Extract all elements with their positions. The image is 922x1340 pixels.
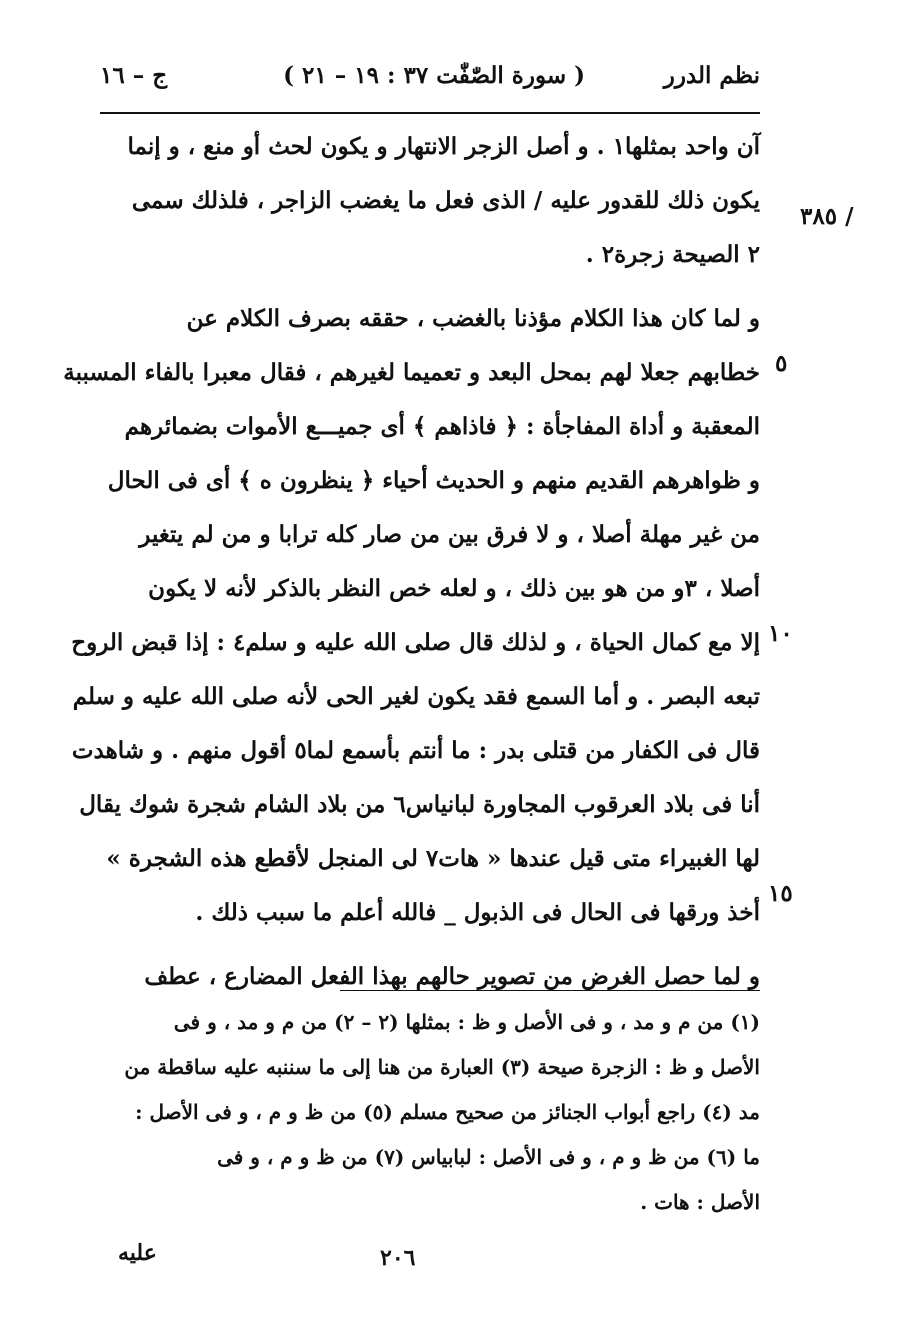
line-number-10: ١٠ [768,620,793,647]
footnote-line: ما (٦) من ظ و م ، و فى الأصل : لبابياس (٧) من ظ و م ، و فى [217,1145,760,1169]
text-line: قال فى الكفار من قتلى بدر : ما أنتم بأسمع لما٥ أقول منهم . و شاهدت [71,737,760,764]
text-line: و لما حصل الغرض من تصوير حالهم بهذا الفعل المضارع ، عطف [144,963,760,990]
footnote-line: (١) من م و مد ، و فى الأصل و ظ : بمثلها (٢ – ٢) من م و مد ، و فى [173,1010,760,1034]
line-number-15: ١٥ [768,880,793,907]
text-line: ٢ الصيحة زجرة٢ . [585,241,760,268]
footnote-line: مد (٤) راجع أبواب الجنائز من صحيح مسلم (٥) من ظ و م ، و فى الأصل : [135,1100,760,1124]
surah-reference: ( سورة الصّٰفّٰت ٣٧ : ١٩ – ٢١ ) [283,62,585,89]
text-line: المعقبة و أداة المفاجأة : ﴿ فاذاهم ﴾ أى جميـــع الأموات بضمائرهم [124,413,760,440]
text-line: يكون ذلك للقدور عليه / الذى فعل ما يغضب الزاجر ، فلذلك سمى [131,187,760,214]
text-line: تبعه البصر . و أما السمع فقد يكون لغير الحى لأنه صلى الله عليه و سلم [72,683,760,710]
footnotes [100,1000,760,1225]
header-rule [100,112,760,114]
page-number: ٢٠٦ [380,1245,416,1271]
text-line: من غير مهلة أصلا ، و لا فرق بين من صار كله ترابا و من لم يتغير [139,521,760,548]
text-line: و ظواهرهم القديم منهم و الحديث أحياء ﴿ ينظرون ه ﴾ أى فى الحال [107,467,760,494]
text-line: أصلا ، ٣و من هو بين ذلك ، و لعله خص النظر بالذكر لأنه لا يكون [148,575,760,602]
text-line: لها الغبيراء متى قيل عندها « هات٧ لى المنجل لأقطع هذه الشجرة » [106,845,760,872]
text-line: آن واحد بمثلها١ . و أصل الزجر الانتهار و يكون لحث أو منع ، و إنما [127,133,760,160]
text-line: و لما كان هذا الكلام مؤذنا بالغضب ، حققه بصرف الكلام عن [186,305,760,332]
line-number-5: ٥ [775,350,788,377]
main-text [63,120,760,1004]
running-header [100,62,760,102]
text-line: إلا مع كمال الحياة ، و لذلك قال صلى الله عليه و سلم٤ : إذا قبض الروح [71,629,760,656]
text-line: أخذ ورقها فى الحال فى الذبول _ فالله أعلم ما سبب ذلك . [195,899,760,926]
book-title: نظم الدرر [663,62,760,89]
catchword: عليه [118,1240,157,1266]
footnote-line: الأصل و ظ : الزجرة صيحة (٣) العبارة من هنا إلى ما سننبه عليه ساقطة من [124,1055,760,1079]
text-line: خطابهم جعلا لهم بمحل البعد و تعميما لغيرهم ، فقال معبرا بالفاء المسببة [63,359,760,386]
volume-number: ج – ١٦ [100,62,168,89]
folio-marker: / ٣٨٥ [800,203,854,230]
text-line: أنا فى بلاد العرقوب المجاورة لبانياس٦ من بلاد الشام شجرة شوك يقال [79,791,760,818]
footnote-line: الأصل : هات . [640,1190,760,1214]
footnote-rule [340,990,760,991]
